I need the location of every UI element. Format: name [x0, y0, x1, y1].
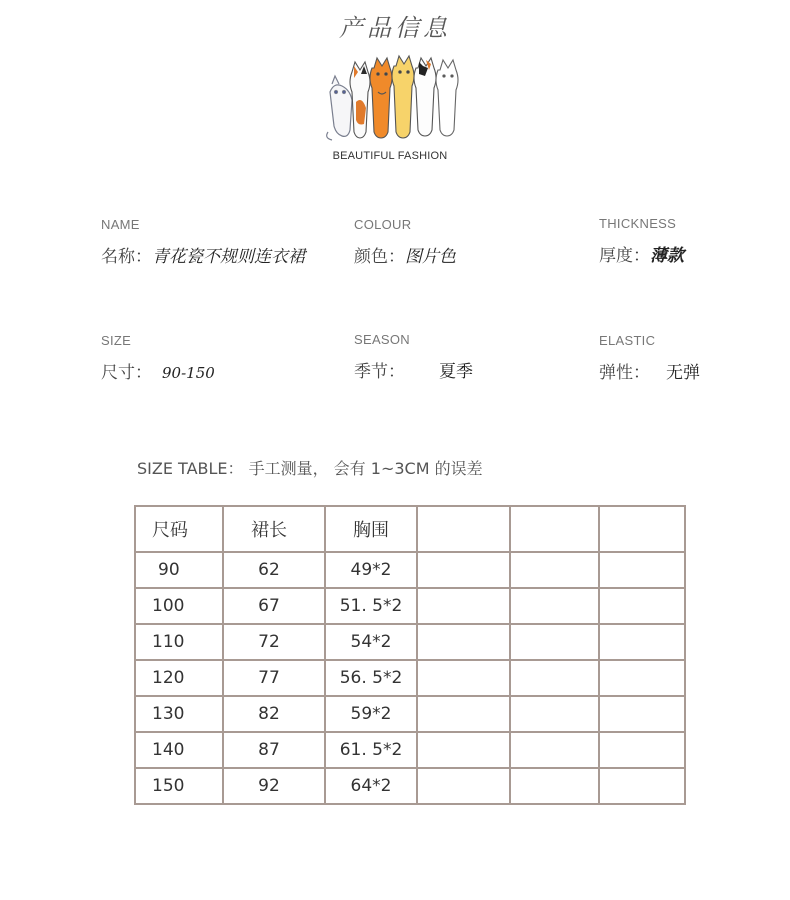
- field-thickness: [599, 216, 684, 266]
- chest-cell: 59*2: [325, 696, 417, 732]
- field-size: [101, 333, 215, 383]
- empty-cell: [417, 732, 510, 768]
- field-name-value: 青花瓷不规则连衣裙: [152, 247, 305, 267]
- empty-cell: [599, 588, 685, 624]
- empty-cell: [510, 768, 599, 804]
- field-thickness-value: 薄款: [650, 246, 684, 266]
- field-colour-en: COLOUR: [354, 217, 412, 232]
- field-season: [354, 332, 473, 382]
- empty-cell: [417, 588, 510, 624]
- field-size-label: 尺寸：: [101, 363, 152, 383]
- length-cell: 82: [223, 696, 325, 732]
- page-title: 产品信息: [339, 14, 451, 42]
- empty-cell: [417, 660, 510, 696]
- length-cell: 72: [223, 624, 325, 660]
- empty-cell: [417, 768, 510, 804]
- brand-logo: [320, 52, 460, 172]
- empty-cell: [510, 588, 599, 624]
- length-cell: 92: [223, 768, 325, 804]
- header-cell-empty: [417, 506, 510, 552]
- empty-cell: [510, 732, 599, 768]
- field-elastic-en: ELASTIC: [599, 333, 656, 348]
- size-cell: 130: [135, 696, 223, 732]
- empty-cell: [599, 624, 685, 660]
- table-row: [135, 660, 685, 696]
- field-elastic-value: 无弹: [666, 363, 700, 383]
- chest-cell: 56. 5*2: [325, 660, 417, 696]
- header-cell: 胸围: [325, 506, 417, 552]
- table-row: [135, 768, 685, 804]
- size-cell: 100: [135, 588, 223, 624]
- size-table: [134, 505, 686, 805]
- header-cell: 裙长: [223, 506, 325, 552]
- field-season-label: 季节：: [354, 362, 405, 382]
- field-colour: [354, 217, 456, 267]
- length-cell: 62: [223, 552, 325, 588]
- size-cell: 140: [135, 732, 223, 768]
- field-colour-value: 图片色: [405, 247, 456, 267]
- logo-caption: BEAUTIFUL FASHION: [332, 150, 448, 162]
- length-cell: 87: [223, 732, 325, 768]
- size-table-caption: SIZE TABLE： 手工测量， 会有 1~3CM 的误差: [137, 459, 483, 478]
- field-name-en: NAME: [101, 217, 140, 232]
- chest-cell: 64*2: [325, 768, 417, 804]
- size-cell: 90: [135, 552, 223, 588]
- size-cell: 120: [135, 660, 223, 696]
- empty-cell: [510, 660, 599, 696]
- table-row: [135, 588, 685, 624]
- field-size-en: SIZE: [101, 333, 132, 348]
- empty-cell: [417, 696, 510, 732]
- chest-cell: 61. 5*2: [325, 732, 417, 768]
- field-season-value: 夏季: [439, 362, 473, 382]
- header-cell-empty: [510, 506, 599, 552]
- empty-cell: [510, 624, 599, 660]
- length-cell: 67: [223, 588, 325, 624]
- field-name-label: 名称：: [101, 247, 152, 267]
- empty-cell: [417, 624, 510, 660]
- empty-cell: [599, 660, 685, 696]
- field-thickness-label: 厚度：: [599, 246, 650, 266]
- size-table-header-row: [135, 506, 685, 552]
- chest-cell: 49*2: [325, 552, 417, 588]
- field-colour-label: 颜色：: [354, 247, 405, 267]
- empty-cell: [599, 768, 685, 804]
- cats-illustration: [320, 52, 460, 150]
- field-thickness-en: THICKNESS: [599, 216, 677, 231]
- table-row: [135, 552, 685, 588]
- field-name: [101, 217, 305, 267]
- header-cell: 尺码: [135, 506, 223, 552]
- table-row: [135, 732, 685, 768]
- header-cell-empty: [599, 506, 685, 552]
- chest-cell: 51. 5*2: [325, 588, 417, 624]
- length-cell: 77: [223, 660, 325, 696]
- field-season-en: SEASON: [354, 332, 410, 347]
- size-cell: 150: [135, 768, 223, 804]
- table-row: [135, 696, 685, 732]
- empty-cell: [417, 552, 510, 588]
- empty-cell: [599, 552, 685, 588]
- field-elastic: [599, 333, 700, 383]
- table-row: [135, 624, 685, 660]
- field-size-value: 90-150: [162, 364, 215, 382]
- chest-cell: 54*2: [325, 624, 417, 660]
- empty-cell: [599, 732, 685, 768]
- empty-cell: [510, 552, 599, 588]
- empty-cell: [510, 696, 599, 732]
- field-elastic-label: 弹性：: [599, 363, 650, 383]
- size-cell: 110: [135, 624, 223, 660]
- empty-cell: [599, 696, 685, 732]
